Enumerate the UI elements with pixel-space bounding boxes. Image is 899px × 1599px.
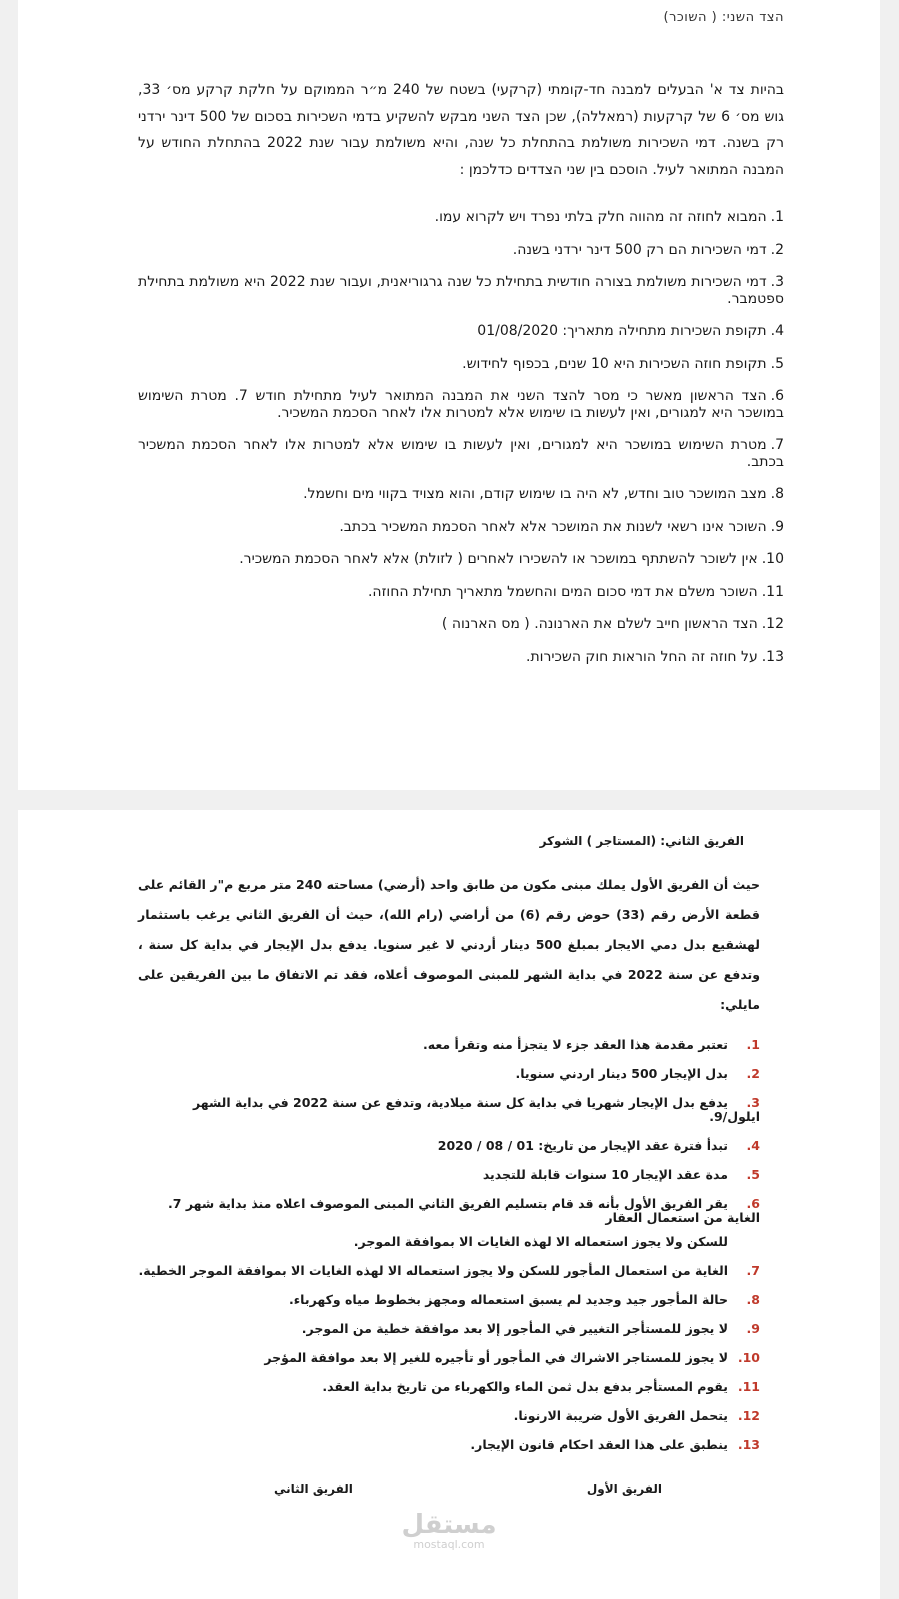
arabic-clause [138, 1293, 760, 1307]
hebrew-clauses-list [138, 209, 784, 665]
clause-text: بدل الإيجار 500 دينار اردني سنويا. [515, 1066, 728, 1081]
clause-number: 3. [746, 1095, 760, 1110]
arabic-clause [138, 1067, 760, 1081]
clause-text: الغاية من استعمال المأجور للسكن ولا يجوز استعماله الا لهذه الغايات الا بموافقة الموجر الخطية. [138, 1263, 728, 1278]
clause-number: 2. [746, 1066, 760, 1081]
clause-text: דמי השכירות הם רק 500 דינר ירדני בשנה. [512, 241, 767, 258]
clause-text: השוכר משלם את דמי סכום המים והחשמל מתאריך תחילת החוזה. [367, 583, 758, 600]
clause-number: 9. [770, 518, 784, 535]
clause-number: 4. [770, 323, 784, 339]
clause-text: על חוזה זה החל הוראות חוק השכירות. [526, 648, 758, 665]
clause-number: 2. [770, 241, 784, 258]
arabic-clause [138, 1322, 760, 1336]
clause-text: הצד הראשון חייב לשלם את הארנונה. ( מס הארנוה ) [441, 616, 758, 632]
arabic-clause [138, 1197, 760, 1249]
clause-text: لا يجوز للمستأجر التغيير في المأجور إلا بعد موافقة خطية من الموجر. [301, 1321, 728, 1336]
hebrew-clause [138, 242, 784, 259]
clause-text: אין לשוכר להשתתף במושכר או להשכירו לאחרים ( לזולת) אלא לאחר הסכמת המשכיר. [239, 551, 758, 567]
watermark-domain: mostaql.com [413, 1538, 485, 1551]
arabic-clause [138, 1351, 760, 1365]
hebrew-clause [138, 323, 784, 340]
clause-number: 8. [770, 486, 784, 502]
hebrew-intro-paragraph: בהיות צד א' הבעלים למבנה חד-קומתי (קרקעי) בשטח של 240 מ״ר הממוקם על חלקת קרקע מס׳ 33, גוש מס׳ 6 של קרקעות (רמאללה), שכן הצד השני מבקש להשקיע בדמי השכירות בסכום של 500 דינר ירדני רק בשנה. דמי השכירות משולמת בהתחלת כל שנה, והיא משולמת עבור שנת 2022 בהתחלת החודש על המבנה המתואר לעיל. הוסכם בין שני הצדדים כדלכמן : [138, 82, 785, 178]
arabic-clause [138, 1264, 760, 1278]
clause-text: تعتبر مقدمة هذا العقد جزء لا يتجزأ منه وتقرأ معه. [422, 1037, 728, 1052]
clause-text: مدة عقد الإيجار 10 سنوات قابلة للتجديد [482, 1167, 728, 1182]
hebrew-clause [138, 274, 784, 307]
clause-text: הצד הראשון מאשר כי מסר להצד השני את המבנה המתואר לעיל מתחילת חודש 7. מטרת השימוש במושכר היא למגורים, ואין לעשות בו שימוש אלא למטרות אלו לאחר הסכמת המשכיר. [138, 388, 784, 421]
hebrew-contract-page [18, 0, 880, 790]
clause-text: דמי השכירות משולמת בצורה חודשית בתחילת כל שנה גרגוריאנית, ועבור שנת 2022 היא משולמת בתחילת ספטמבר. [138, 274, 784, 307]
arabic-clause [138, 1438, 760, 1452]
arabic-clause [138, 1096, 760, 1124]
clause-text: המבוא לחוזה זה מהווה חלק בלתי נפרד ויש לקרוא עמו. [434, 209, 767, 225]
clause-text: תקופת חוזה השכירות היא 10 שנים, בכפוף לחידוש. [462, 355, 767, 372]
clause-number: 8. [746, 1292, 760, 1307]
hebrew-clause [138, 388, 784, 421]
clause-number: 1. [770, 209, 784, 225]
clause-text: השוכר אינו רשאי לשנות את המושכר אלא לאחר הסכמת המשכיר בכתב. [339, 518, 767, 535]
hebrew-clause [138, 356, 784, 373]
first-party-signature-label: الفريق الأول [586, 1482, 662, 1496]
clause-text: يقوم المستأجر بدفع بدل ثمن الماء والكهرباء من تاريخ بداية العقد. [322, 1379, 728, 1394]
hebrew-party-header: הצד השני: ( השוכר) [663, 10, 784, 25]
clause-number: 5. [770, 355, 784, 372]
arabic-clause [138, 1380, 760, 1394]
arabic-contract-page [18, 810, 880, 1599]
hebrew-clause [138, 649, 784, 666]
hebrew-clause [138, 486, 784, 503]
clause-number: 12. [761, 616, 784, 632]
clause-text: מצב המושכר טוב וחדש, לא היה בו שימוש קודם, והוא מצויד בקווי מים וחשמל. [303, 486, 767, 502]
clause-number: 12. [737, 1408, 760, 1423]
clause-number: 7. [770, 437, 784, 453]
watermark-logo: مستقل [401, 1510, 497, 1540]
arabic-clause [138, 1038, 760, 1052]
arabic-party-header: الفريق الثاني: (المستاجر ) الشوكر [539, 834, 744, 848]
clause-number: 4. [746, 1138, 760, 1153]
clause-text: מטרת השימוש במושכר היא למגורים, ואין לעשות בו שימוש אלא למטרות אלו לאחר הסכמת המשכיר בכתב. [138, 437, 784, 470]
clause-number: 6. [770, 388, 784, 404]
clause-number: 10. [761, 551, 784, 567]
second-party-signature-label: الفريق الثاني [274, 1482, 353, 1496]
clause-text: ينطبق على هذا العقد احكام قانون الإيجار. [470, 1437, 728, 1452]
hebrew-clause [138, 519, 784, 536]
clause-number: 11. [761, 583, 784, 600]
clause-number: 13. [761, 648, 784, 665]
clause-text: لا يجوز للمستاجر الاشراك في المأجور أو تأجيره للغير إلا بعد موافقة المؤجر [264, 1350, 728, 1365]
clause-number: 7. [746, 1263, 760, 1278]
arabic-clause [138, 1139, 760, 1153]
arabic-clauses-list [138, 1038, 760, 1452]
clause-text: يتحمل الفريق الأول ضريبة الارنونا. [513, 1408, 728, 1423]
clause-number: 13. [737, 1437, 760, 1452]
clause-number: 9. [746, 1321, 760, 1336]
clause-number: 6. [746, 1196, 760, 1211]
hebrew-clause [138, 551, 784, 568]
hebrew-clause [138, 209, 784, 226]
arabic-intro-paragraph: حيث أن الفريق الأول يملك مبنى مكون من طابق واحد (أرضي) مساحته 240 متر مربع م"ر القائم على قطعة الأرض رقم (33) حوض رقم (6) من أراضي (رام الله)، حيث أن الفريق الثاني يرغب باستثمار لهشقيع بدل دمي الايجار بمبلغ 500 دينار أردني لا غير سنويا. يدفع بدل الإيجار في بداية كل سنة ، وتدفع عن سنة 2022 في بداية الشهر للمبنى الموصوف أعلاه، فقد تم الاتفاق ما بين الفريقين على مايلي: [138, 877, 761, 1012]
clause-number: 5. [746, 1167, 760, 1182]
clause-number: 1. [746, 1037, 760, 1052]
hebrew-clause [138, 616, 784, 633]
arabic-clause [138, 1409, 760, 1423]
clause-continuation: للسكن ولا يجوز استعماله الا لهذه الغايات الا بموافقة الموجر. [353, 1234, 728, 1249]
clause-text: تبدأ فترة عقد الإيجار من تاريخ: 01 / 08 / 2020 [437, 1138, 728, 1153]
hebrew-clause [138, 584, 784, 601]
arabic-clause [138, 1168, 760, 1182]
hebrew-clause [138, 437, 784, 470]
clause-text: حالة المأجور جيد وجديد لم يسبق استعماله ومجهز بخطوط مياه وكهرباء. [289, 1292, 728, 1307]
clause-number: 11. [737, 1379, 760, 1394]
clause-text: תקופת השכירות מתחילה מתאריך: 01/08/2020 [477, 323, 767, 339]
clause-number: 10. [737, 1350, 760, 1365]
clause-text: يقر الفريق الأول بأنه قد قام بتسليم الفريق الثاني المبنى الموصوف اعلاه منذ بداية شهر 7. الغاية من استعمال العقار [168, 1196, 760, 1225]
clause-number: 3. [770, 274, 784, 290]
watermark [18, 1510, 880, 1551]
clause-text: يدفع بدل الإيجار شهريا في بداية كل سنة ميلادية، وتدفع عن سنة 2022 في بداية الشهر ايلول/9. [192, 1095, 760, 1124]
